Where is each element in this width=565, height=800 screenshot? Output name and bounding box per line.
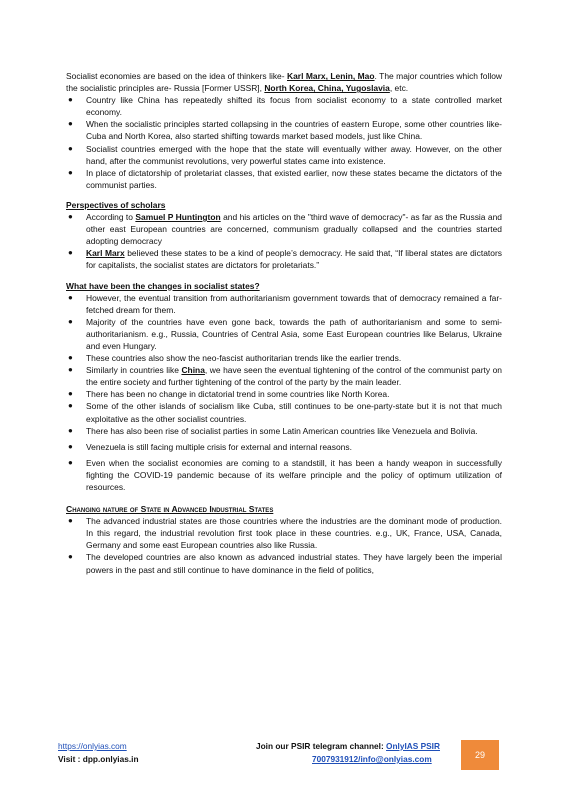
- bullet-icon: ●: [68, 316, 73, 326]
- page-number-badge: 29: [461, 740, 499, 770]
- page-content: [66, 70, 502, 576]
- list-item: ● Karl Marx believed these states to be a kind of people’s democracy. He said that, “If liberal states are dictators for capitalists, the socialist states are dictators for proletariats.”: [68, 248, 502, 271]
- list-item: ● Majority of the countries have even gone back, towards the path of authoritarianism and some to semi-authoritarianism. e.g., Russia, Countries of Central Asia, some East European countries like Belarus, Ukraine and even Hungary.: [68, 316, 502, 351]
- changes-heading: What have been the changes in socialist states?: [66, 280, 260, 291]
- bullet-icon: ●: [68, 516, 73, 526]
- list-item: ● When the socialistic principles started collapsing in the countries of eastern Europe, some other countries like- Cuba and North Korea, also started shifting towards market based models, just like China.: [68, 119, 502, 142]
- list-item: ● Some of the other islands of socialism like Cuba, still continues to be one-party-state but it is not that much exploitative as the other socialist countries.: [68, 401, 502, 424]
- bullet-icon: ●: [68, 353, 73, 363]
- footer-left: [58, 740, 139, 766]
- countries-highlight: North Korea, China, Yugoslavia: [264, 83, 390, 94]
- intro-text-1: Socialist economies are based on the idea of thinkers like-: [66, 71, 288, 81]
- bullet-icon: ●: [68, 441, 73, 451]
- perspectives-list: [66, 211, 502, 271]
- list-item: ● Socialist countries emerged with the hope that the state will eventually wither away. However, on the other hand, after the communist revolutions, very powerful states came into existence.: [68, 143, 502, 166]
- changes-list: [66, 292, 502, 437]
- join-text: Join our PSIR telegram channel: [256, 741, 381, 751]
- list-item: ● These countries also show the neo-fascist authoritarian trends like the earlier trends.: [68, 353, 402, 364]
- thinkers-highlight: Karl Marx, Lenin, Mao: [287, 71, 375, 81]
- intro-text-3: , etc.: [389, 83, 409, 94]
- bullet-icon: ●: [68, 389, 73, 399]
- advanced-states-heading: Changing nature of State in Advanced Industrial States: [66, 504, 274, 515]
- china-highlight: China: [181, 365, 205, 376]
- bullet-icon: ●: [68, 212, 73, 222]
- bullet-icon: ●: [68, 365, 73, 375]
- advanced-list: [66, 515, 502, 575]
- list-item: ● Similarly in countries like China, we have seen the eventual tightening of the control of the communist party on the entire society and further tightening of the control of the party by the main leader.: [68, 365, 503, 388]
- list-item: ● However, the eventual transition from authoritarianism government towards that of democracy remained a far-fetched dream for them.: [68, 292, 502, 315]
- bullet-icon: ●: [68, 95, 73, 105]
- intro-paragraph: [66, 70, 502, 94]
- list-item: ● Even when the socialist economies are coming to a standstill, it has been a handy weapon in successfully fighting the COVID-19 pandemic because of its welfare principle and the policy of optimum utilization of resources.: [68, 457, 502, 492]
- huntington-highlight: Samuel P Huntington: [135, 212, 221, 223]
- bullet-icon: ●: [68, 143, 73, 153]
- list-item: ● There has also been rise of socialist parties in some Latin American countries like Venezuela and Bolivia.: [68, 425, 478, 436]
- intro-bullet-list: [66, 94, 502, 191]
- contact-link[interactable]: 7007931912/info@onlyias.com: [312, 754, 432, 764]
- bullet-icon: ●: [68, 119, 73, 129]
- bullet-icon: ●: [68, 248, 73, 258]
- list-item: ● In place of dictatorship of proletariat classes, that existed earlier, now these states became the dictators of the communist parties.: [68, 167, 502, 190]
- footer-middle: Join our PSIR telegram channel: OnlyIAS PSIR 7007931912/info@onlyias.com: [256, 741, 440, 764]
- bullet-icon: ●: [68, 552, 73, 562]
- changes-list-2: [66, 441, 502, 453]
- channel-link[interactable]: OnlyIAS PSIR: [386, 741, 440, 751]
- bullet-icon: ●: [68, 167, 73, 177]
- list-item: ● The developed countries are also known as advanced industrial states. They have largely been the imperial powers in the past and still continue to have dominance in the field of politics,: [68, 552, 502, 575]
- visit-text: Visit : dpp.onlyias.in: [58, 754, 139, 764]
- list-item: ● The advanced industrial states are those countries where the industries are the dominant mode of production. In this regard, the industrial revolution first took place in these countries. e.g., UK, France, USA, Canada, Germany and some east European countries also like Russia.: [68, 516, 502, 551]
- list-item: ● Country like China has repeatedly shifted its focus from socialist economy to a state controlled market economy.: [68, 95, 502, 118]
- bullet-icon: ●: [68, 292, 73, 302]
- list-item: ● There has been no change in dictatorial trend in some countries like North Korea.: [68, 389, 390, 400]
- site-link[interactable]: https://onlyias.com: [58, 741, 127, 751]
- changes-list-3: [66, 457, 502, 493]
- bullet-icon: ●: [68, 425, 73, 435]
- list-item: ● According to Samuel P Huntington and his articles on the "third wave of democracy"- as far as the Russia and other east European countries are concerned, communism gradually collapsed and the countries started adopting democracy: [68, 212, 502, 247]
- perspectives-heading: Perspectives of scholars: [66, 199, 166, 210]
- intro-text-2: . The major countries which follow the socialistic principles are- Russia [Former USSR],: [66, 71, 502, 94]
- marx-highlight: Karl Marx: [86, 248, 125, 259]
- bullet-icon: ●: [68, 401, 73, 411]
- list-item: ● Venezuela is still facing multiple crisis for external and internal reasons.: [68, 441, 352, 452]
- bullet-icon: ●: [68, 457, 73, 467]
